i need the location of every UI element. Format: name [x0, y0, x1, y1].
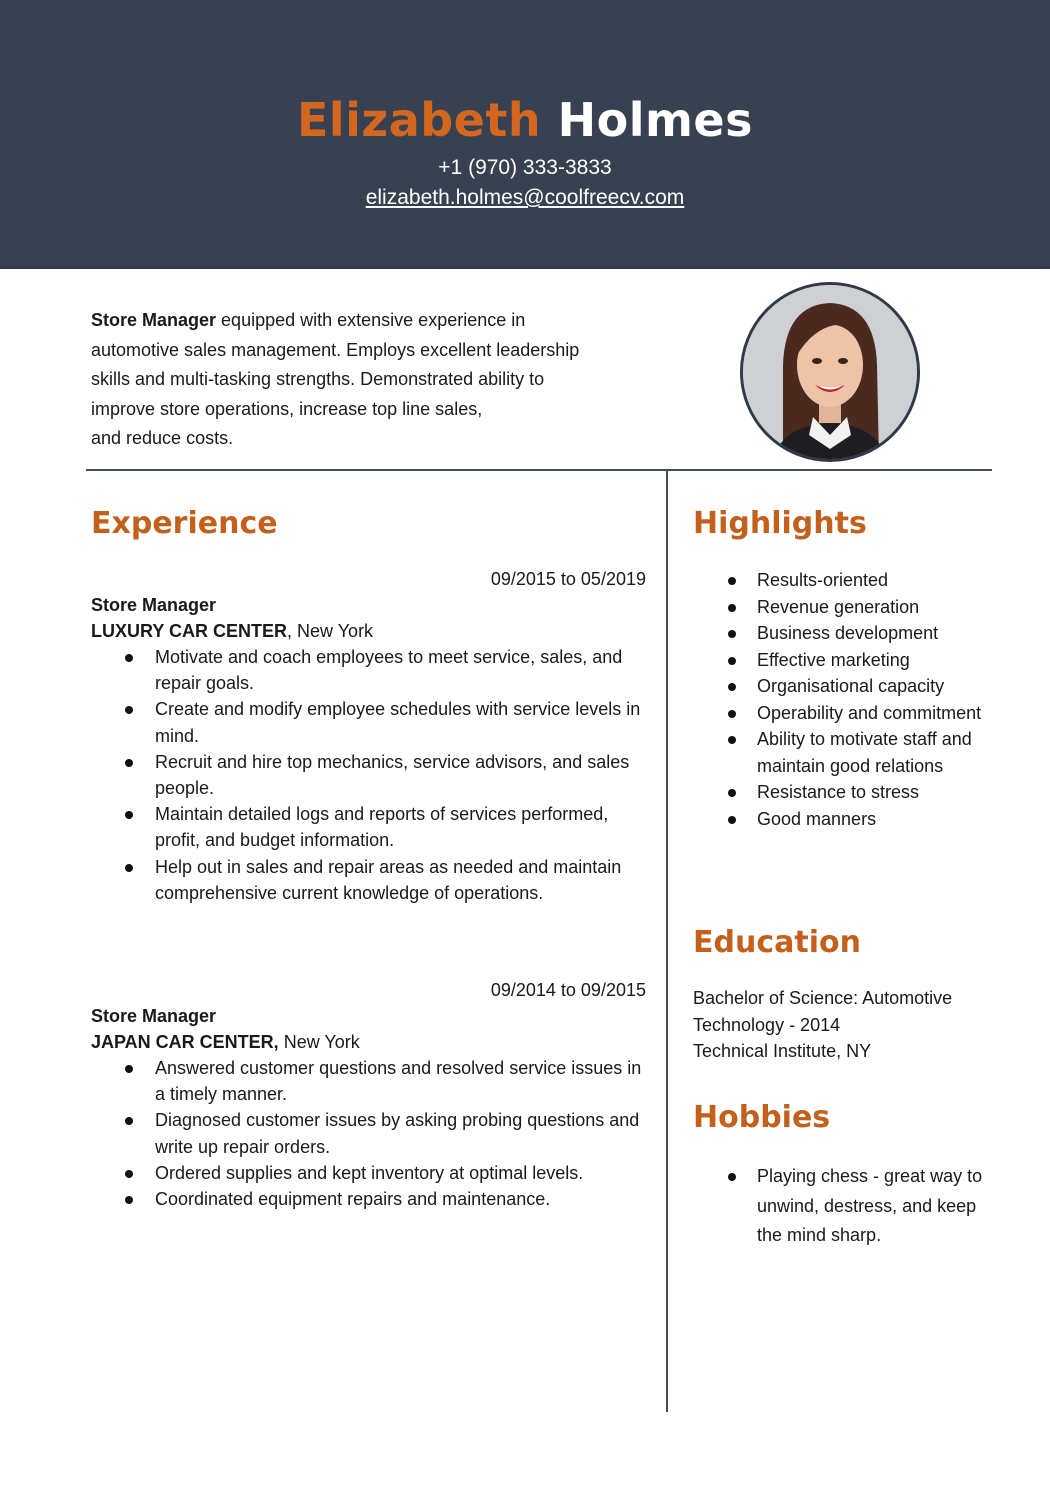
education-details — [693, 985, 993, 1065]
bullet-icon — [728, 657, 736, 665]
list-item — [694, 620, 984, 647]
company-location: , New York — [287, 621, 374, 641]
duty-text: Coordinated equipment repairs and maintenance. — [155, 1189, 551, 1210]
summary-line: and reduce costs. — [91, 428, 234, 449]
summary-line: equipped with extensive experience in — [216, 310, 526, 330]
vertical-divider — [666, 471, 668, 1412]
phone-number: +1 (970) 333-3833 — [438, 156, 612, 179]
duty-text: Maintain detailed logs and reports of services performed, profit, and budget information. — [155, 804, 609, 851]
portrait-image — [743, 285, 917, 459]
highlight-text: Organisational capacity — [757, 676, 945, 696]
highlight-text: Results-oriented — [757, 570, 889, 590]
full-name — [0, 92, 1050, 148]
bullet-icon — [728, 1173, 736, 1181]
list-item — [91, 1186, 646, 1212]
highlight-text: Operability and commitment — [757, 702, 982, 723]
bullet-icon — [125, 1065, 133, 1073]
institution-line: Technical Institute, NY — [693, 1041, 872, 1061]
list-item — [694, 594, 984, 621]
job-date: 09/2015 to 05/2019 — [490, 569, 646, 589]
summary-line: automotive sales management. Employs excellent leadership — [91, 339, 580, 360]
bullet-icon — [125, 654, 133, 662]
education-heading: Education — [693, 925, 861, 960]
list-item — [694, 700, 984, 727]
duty-text: Create and modify employee schedules with service levels in mind. — [155, 699, 641, 746]
summary-lead: Store Manager — [91, 310, 217, 330]
company-name: JAPAN CAR CENTER, — [91, 1032, 279, 1052]
list-item — [694, 779, 984, 806]
list-item — [91, 696, 646, 748]
profile-photo — [740, 282, 920, 462]
summary-line: improve store operations, increase top line sales, — [91, 398, 483, 419]
highlights-heading: Highlights — [693, 506, 867, 541]
degree-line: Bachelor of Science: Automotive — [693, 988, 953, 1008]
job-duties — [91, 644, 646, 906]
job-duties — [91, 1055, 646, 1212]
highlight-text: Effective marketing — [757, 649, 910, 670]
profile-summary — [91, 306, 651, 454]
list-item — [91, 854, 646, 906]
job-entry — [91, 977, 646, 1212]
list-item — [694, 647, 984, 674]
list-item — [91, 1055, 646, 1107]
summary-line: skills and multi-tasking strengths. Demonstrated ability to — [91, 369, 545, 390]
list-item — [91, 1107, 646, 1159]
bullet-icon — [728, 710, 736, 718]
bullet-icon — [728, 683, 736, 691]
hobbies-list — [694, 1162, 984, 1251]
job-title: Store Manager — [91, 595, 217, 615]
bullet-icon — [728, 577, 736, 585]
email-link[interactable]: elizabeth.holmes@coolfreecv.com — [365, 186, 685, 209]
job-date: 09/2014 to 09/2015 — [490, 980, 646, 1000]
company-location: New York — [278, 1032, 360, 1052]
job-company — [91, 618, 646, 644]
horizontal-divider — [86, 469, 992, 471]
bullet-icon — [728, 816, 736, 824]
list-item — [91, 644, 646, 696]
company-name: LUXURY CAR CENTER — [91, 621, 288, 641]
list-item — [694, 726, 984, 779]
list-item — [91, 749, 646, 801]
list-item — [91, 1160, 646, 1186]
duty-text: Recruit and hire top mechanics, service advisors, and sales people. — [155, 751, 630, 799]
bullet-icon — [728, 789, 736, 797]
highlight-text: Business development — [757, 623, 939, 643]
bullet-icon — [728, 736, 736, 744]
bullet-icon — [125, 759, 133, 767]
list-item — [694, 1162, 984, 1251]
hobbies-heading: Hobbies — [693, 1100, 831, 1135]
job-company — [91, 1029, 646, 1055]
hobby-text: Playing chess - great way to unwind, destress, and keep the mind sharp. — [757, 1166, 983, 1245]
header-banner — [0, 0, 1050, 269]
first-name: Elizabeth — [296, 93, 542, 147]
bullet-icon — [125, 811, 133, 819]
highlight-text: Resistance to stress — [757, 782, 920, 802]
bullet-icon — [728, 630, 736, 638]
bullet-icon — [125, 864, 133, 872]
degree-line: Technology - 2014 — [693, 1014, 841, 1035]
bullet-icon — [125, 1170, 133, 1178]
bullet-icon — [125, 1117, 133, 1125]
list-item — [694, 673, 984, 700]
last-name: Holmes — [557, 93, 754, 147]
highlight-text: Revenue generation — [757, 596, 920, 617]
list-item — [91, 801, 646, 853]
list-item — [694, 567, 984, 594]
duty-text: Ordered supplies and kept inventory at optimal levels. — [155, 1162, 584, 1183]
experience-heading: Experience — [91, 506, 278, 541]
highlight-text: Ability to motivate staff and maintain good relations — [757, 729, 972, 776]
duty-text: Answered customer questions and resolved service issues in a timely manner. — [155, 1058, 642, 1105]
bullet-icon — [125, 1196, 133, 1204]
bullet-icon — [728, 604, 736, 612]
duty-text: Help out in sales and repair areas as needed and maintain comprehensive current knowledge of operations. — [155, 856, 622, 903]
duty-text: Motivate and coach employees to meet service, sales, and repair goals. — [155, 647, 623, 694]
bullet-icon — [125, 706, 133, 714]
highlight-text: Good manners — [757, 808, 877, 829]
highlights-list — [694, 567, 984, 832]
email-row — [0, 184, 1050, 212]
job-title: Store Manager — [91, 1006, 217, 1026]
job-entry — [91, 566, 646, 906]
duty-text: Diagnosed customer issues by asking probing questions and write up repair orders. — [155, 1110, 640, 1157]
list-item — [694, 806, 984, 833]
